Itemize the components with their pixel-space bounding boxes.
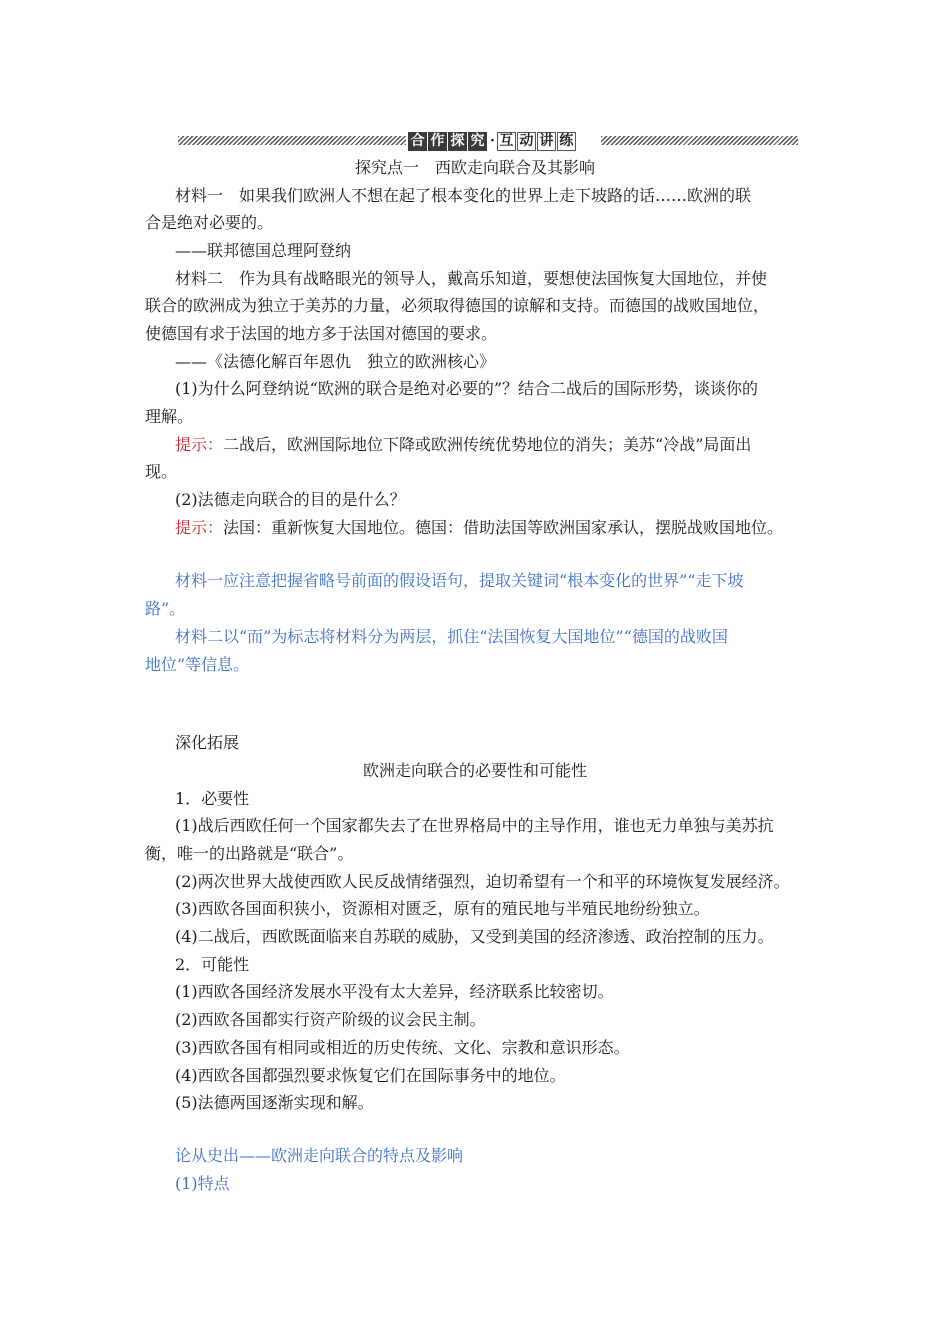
- necessity-item: (1)战后西欧任何一个国家都失去了在世界格局中的主导作用，谁也无力单独与美苏抗: [175, 816, 774, 835]
- possibility-item: (3)西欧各国有相同或相近的历史传统、文化、宗教和意识形态。: [175, 1038, 630, 1057]
- banner-char: 探: [448, 132, 467, 151]
- question2-line: (2)法德走向联合的目的是什么？: [175, 490, 406, 509]
- deepen-label: 深化拓展: [175, 733, 240, 752]
- banner-badges: [408, 130, 577, 152]
- necessity-item: (4)二战后，西欧既面临来自苏联的威胁，又受到美国的经济渗透、政治控制的压力。: [175, 927, 774, 946]
- hint-label: 提示：: [175, 435, 224, 454]
- section-banner: [178, 130, 798, 152]
- hint-text: 二战后，欧洲国际地位下降或欧洲传统优势地位的消失；美苏“冷战”局面出: [223, 435, 752, 454]
- necessity-item: (3)西欧各国面积狭小，资源相对匮乏，原有的殖民地与半殖民地纷纷独立。: [175, 899, 710, 918]
- tip-line: 路”。: [145, 599, 186, 618]
- material1-source: ——联邦德国总理阿登纳: [175, 241, 352, 260]
- question1-line: 理解。: [145, 407, 194, 426]
- necessity-heading: 1．必要性: [175, 789, 250, 808]
- banner-char: 合: [408, 132, 427, 151]
- possibility-item: (5)法德两国逐渐实现和解。: [175, 1093, 374, 1112]
- banner-separator: ·: [490, 133, 495, 149]
- question1-line: (1)为什么阿登纳说“欧洲的联合是绝对必要的”？结合二战后的国际形势，谈谈你的: [175, 379, 759, 398]
- material1-line: 合是绝对必要的。: [145, 213, 274, 232]
- necessity-item: 衡，唯一的出路就是“联合”。: [145, 844, 354, 863]
- history-title: 论从史出——欧洲走向联合的特点及影响: [175, 1146, 464, 1165]
- question2-hint: [175, 518, 783, 538]
- banner-char: 究: [468, 132, 487, 151]
- deepen-title: 欧洲走向联合的必要性和可能性: [362, 761, 587, 780]
- possibility-item: (2)西欧各国都实行资产阶级的议会民主制。: [175, 1010, 486, 1029]
- tip-line: 材料一应注意把握省略号前面的假设语句，提取关键词“根本变化的世界”“走下坡: [175, 571, 744, 590]
- question1-hint-line: 现。: [145, 462, 178, 481]
- section-title: 探究点一 西欧走向联合及其影响: [354, 158, 595, 177]
- banner-hatch-left: [178, 136, 406, 145]
- material2-source: ——《法德化解百年恩仇 独立的欧洲核心》: [175, 352, 496, 371]
- hint-text: 法国：重新恢复大国地位。德国：借助法国等欧洲国家承认，摆脱战败国地位。: [223, 518, 784, 537]
- tip-line: 地位”等信息。: [145, 655, 250, 674]
- material2-line: 联合的欧洲成为独立于美苏的力量，必须取得德国的谅解和支持。而德国的战败国地位，: [145, 296, 770, 315]
- banner-char: 讲: [537, 132, 556, 151]
- hint-label: 提示：: [175, 518, 224, 537]
- banner-char: 互: [497, 132, 516, 151]
- necessity-item: (2)两次世界大战使西欧人民反战情绪强烈，迫切希望有一个和平的环境恢复发展经济。: [175, 872, 790, 891]
- banner-hatch-right: [601, 136, 798, 145]
- possibility-heading: 2．可能性: [175, 955, 250, 974]
- banner-char: 动: [517, 132, 536, 151]
- possibility-item: (4)西欧各国都强烈要求恢复它们在国际事务中的地位。: [175, 1066, 566, 1085]
- banner-char: 练: [557, 132, 576, 151]
- history-item: (1)特点: [175, 1174, 230, 1193]
- banner-char: 作: [428, 132, 447, 151]
- material1-line: 材料一 如果我们欧洲人不想在起了根本变化的世界上走下坡路的话……欧洲的联: [175, 186, 752, 205]
- question1-hint: [175, 435, 751, 455]
- possibility-item: (1)西欧各国经济发展水平没有太大差异，经济联系比较密切。: [175, 982, 614, 1001]
- tip-line: 材料二以“而”为标志将材料分为两层，抓住“法国恢复大国地位”“德国的战败国: [175, 627, 728, 646]
- material2-line: 材料二 作为具有战略眼光的领导人，戴高乐知道，要想使法国恢复大国地位，并使: [175, 269, 768, 288]
- material2-line: 使德国有求于法国的地方多于法国对德国的要求。: [145, 324, 498, 343]
